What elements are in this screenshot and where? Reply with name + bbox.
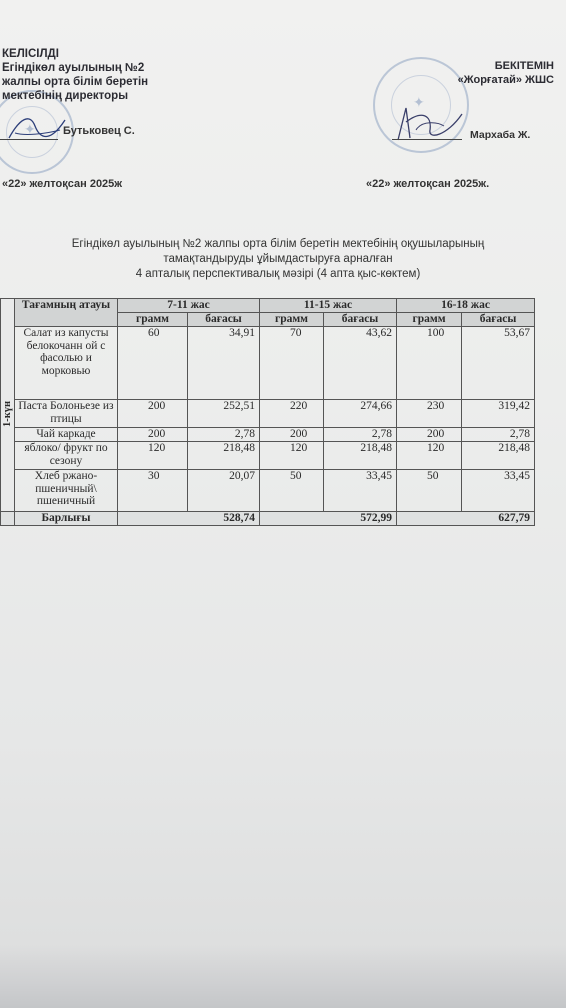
day-label: 1-күн <box>2 400 13 427</box>
total-value-group-3: 627,79 <box>397 512 535 526</box>
document-title-line2: тамақтандыруды ұйымдастыруға арналған <box>163 253 393 265</box>
table-row <box>1 428 535 442</box>
approval-heading-left: КЕЛІСІЛДІ <box>2 48 59 60</box>
gram-value: 220 <box>260 400 324 428</box>
header-row-1 <box>1 299 535 313</box>
header-age-group-1: 7-11 жас <box>118 299 260 313</box>
day-column <box>1 299 15 512</box>
total-label: Барлығы <box>15 512 118 526</box>
approval-date-right: «22» желтоқсан 2025ж. <box>366 178 490 190</box>
header-price: бағасы <box>188 313 260 327</box>
gram-value: 120 <box>118 442 188 470</box>
company-seal-stamp: ✦ <box>373 57 469 153</box>
total-value-group-1: 528,74 <box>118 512 260 526</box>
gram-value: 120 <box>260 442 324 470</box>
table-row <box>1 442 535 470</box>
signature-line-right <box>392 139 462 140</box>
gram-value: 30 <box>118 470 188 512</box>
document-title-line3: 4 апталық перспективалық мәзірі (4 апта қыс-көктем) <box>135 268 421 280</box>
approval-block-right <box>334 59 554 87</box>
gram-value: 200 <box>118 400 188 428</box>
dish-name: Хлеб ржано-пшеничный\ пшеничный <box>15 470 118 512</box>
gram-value: 70 <box>260 327 324 400</box>
price-value: 274,66 <box>324 400 397 428</box>
price-value: 33,45 <box>462 470 535 512</box>
header-gram: грамм <box>118 313 188 327</box>
price-value: 218,48 <box>324 442 397 470</box>
approval-school-line3: мектебінің директоры <box>2 90 129 102</box>
gram-value: 50 <box>397 470 462 512</box>
gram-value: 200 <box>118 428 188 442</box>
approval-company: «Жорғатай» ЖШС <box>457 74 554 86</box>
school-seal-stamp: ✦ <box>0 90 74 174</box>
header-gram: грамм <box>397 313 462 327</box>
price-value: 218,48 <box>188 442 260 470</box>
approval-date-left: «22» желтоқсан 2025ж <box>2 178 123 190</box>
total-day-cell <box>1 512 15 526</box>
menu-table <box>0 298 535 526</box>
header-dish-name: Тағамның атауы <box>15 299 118 327</box>
gram-value: 50 <box>260 470 324 512</box>
header-price: бағасы <box>324 313 397 327</box>
price-value: 2,78 <box>462 428 535 442</box>
gram-value: 120 <box>397 442 462 470</box>
price-value: 252,51 <box>188 400 260 428</box>
header-age-group-3: 16-18 жас <box>397 299 535 313</box>
header-gram: грамм <box>260 313 324 327</box>
price-value: 2,78 <box>188 428 260 442</box>
table-row <box>1 327 535 400</box>
header-age-group-2: 11-15 жас <box>260 299 397 313</box>
dish-name: Паста Болоньезе из птицы <box>15 400 118 428</box>
price-value: 43,62 <box>324 327 397 400</box>
total-value-group-2: 572,99 <box>260 512 397 526</box>
price-value: 34,91 <box>188 327 260 400</box>
total-row <box>1 512 535 526</box>
director-name: Бутьковец С. <box>63 125 135 137</box>
price-value: 20,07 <box>188 470 260 512</box>
gram-value: 230 <box>397 400 462 428</box>
table-row <box>1 400 535 428</box>
approval-school-line1: Егіндікөл ауылының №2 <box>2 62 145 74</box>
price-value: 218,48 <box>462 442 535 470</box>
dish-name: Салат из капусты белокочанн ой с фасолью и морковью <box>15 327 118 400</box>
gram-value: 100 <box>397 327 462 400</box>
gram-value: 200 <box>260 428 324 442</box>
price-value: 2,78 <box>324 428 397 442</box>
approval-block-left <box>2 47 232 103</box>
gram-value: 200 <box>397 428 462 442</box>
manager-name: Мархаба Ж. <box>470 129 531 141</box>
approval-school-line2: жалпы орта білім беретін <box>2 76 149 88</box>
price-value: 53,67 <box>462 327 535 400</box>
price-value: 33,45 <box>324 470 397 512</box>
gram-value: 60 <box>118 327 188 400</box>
approval-heading-right: БЕКІТЕМІН <box>494 60 554 72</box>
page-shadow <box>0 945 566 1008</box>
dish-name: Чай каркаде <box>15 428 118 442</box>
price-value: 319,42 <box>462 400 535 428</box>
dish-name: яблоко/ фрукт по сезону <box>15 442 118 470</box>
table-row <box>1 470 535 512</box>
header-price: бағасы <box>462 313 535 327</box>
signature-line-left <box>0 139 58 140</box>
document-title-line1: Егіндікөл ауылының №2 жалпы орта білім беретін мектебінің оқушыларының <box>71 238 485 250</box>
